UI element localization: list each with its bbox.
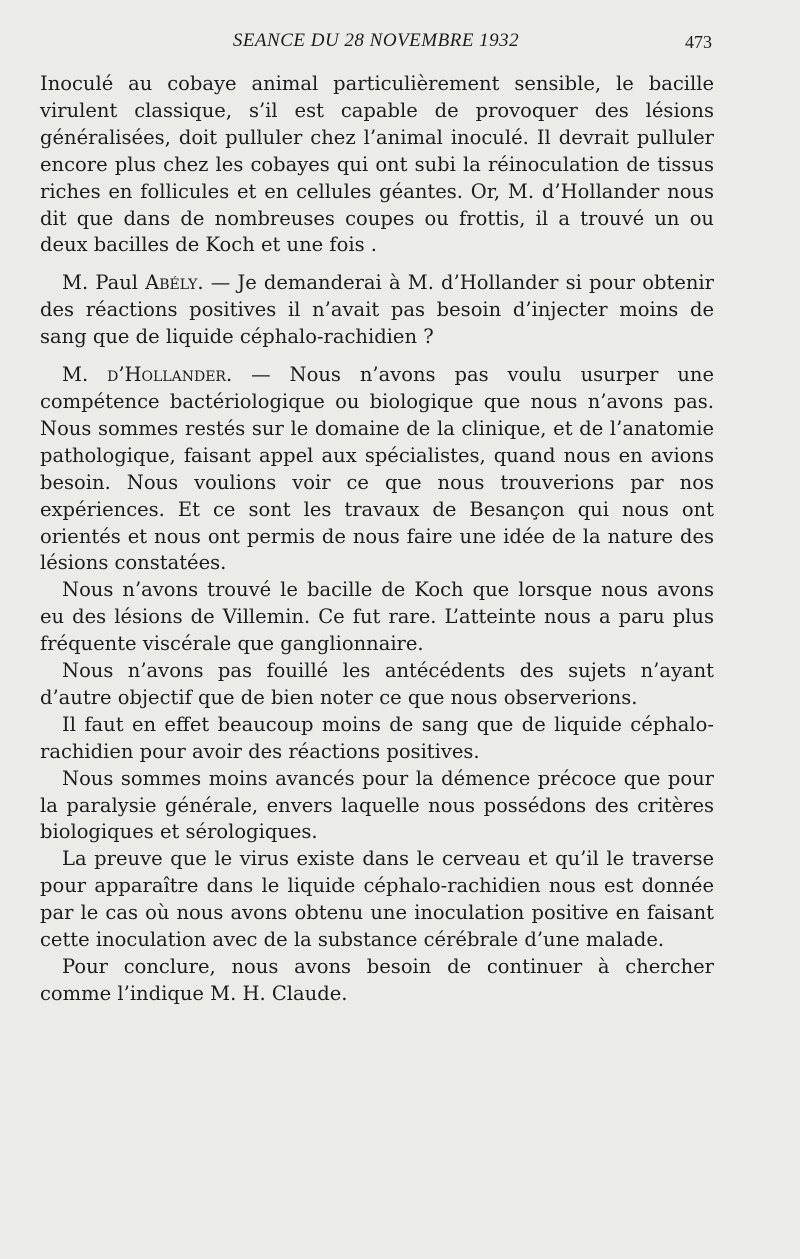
running-title: SEANCE DU 28 NOVEMBRE 1932 xyxy=(232,30,520,51)
paragraph-1: Inoculé au cobaye animal particulièrement sensible, le bacille virulent classique, s’il est capable de provoquer des lésions généralisées, doit pulluler chez l’animal inoculé. Il devrait pulluler encore plus chez les cobayes qui ont subi la réinoculation de tissus riches en follicules et en cellules géantes. Or, M. d’Hollander nous dit que dans de nombreuses coupes ou frottis, il a trouvé un ou deux bacilles de Koch et une fois . xyxy=(40,72,714,257)
page-number: 473 xyxy=(685,32,712,52)
speaker-name: Abély xyxy=(145,271,198,295)
paragraph-text: . — Je demanderai à M. d’Hollander si pour obtenir des réactions positives il n’avait pas besoin d’injecter moins de sang que de liquide céphalo-rachidien ? xyxy=(40,271,714,349)
paragraph-text: . — Nous n’avons pas voulu usurper une compétence bactériologique ou biologique que nous n’avons pas. Nous sommes restés sur le domaine de la clinique, et de l’anatomie pathologique, faisant appel aux spécialistes, quand nous en avions besoin. Nous voulions voir ce que nous trouverions par nos expériences. Et ce sont les travaux de Besançon qui nous ont orientés et nous ont permis de nous faire une idée de la nature des lésions constatées. xyxy=(40,363,714,575)
paragraph-7: Nous sommes moins avancés pour la démence précoce que pour la paralysie générale, envers laquelle nous possédons des critères biologiques et sérologiques. xyxy=(40,766,714,844)
speaker-name: d’Hollander xyxy=(107,363,226,387)
paragraph-8: La preuve que le virus existe dans le cerveau et qu’il le traverse pour apparaître dans le liquide céphalo-rachidien nous est donnée par le cas où nous avons obtenu une inoculation positive en faisant cette inoculation avec de la substance cérébrale d’une malade. xyxy=(40,847,714,952)
paragraph-5: Nous n’avons pas fouillé les antécédents des sujets n’ayant d’autre objectif que de bien noter ce que nous observerions. xyxy=(40,659,714,709)
body-text xyxy=(40,71,714,1008)
speaker-prefix: M. xyxy=(62,363,108,387)
paragraph-6: Il faut en effet beaucoup moins de sang que de liquide céphalo-rachidien pour avoir des réactions positives. xyxy=(40,712,714,763)
paragraph-9: Pour conclure, nous avons besoin de continuer à chercher comme l’indique M. H. Claude. xyxy=(40,955,714,1005)
paragraph-3-dhollander xyxy=(40,362,714,577)
running-header xyxy=(40,30,712,58)
paragraph-2-abely xyxy=(40,270,714,351)
paragraph-4: Nous n’avons trouvé le bacille de Koch que lorsque nous avons eu des lésions de Villemin. Ce fut rare. L’atteinte nous a paru plus fréquente viscérale que ganglionnaire. xyxy=(40,578,714,656)
speaker-prefix: M. Paul xyxy=(62,271,146,295)
